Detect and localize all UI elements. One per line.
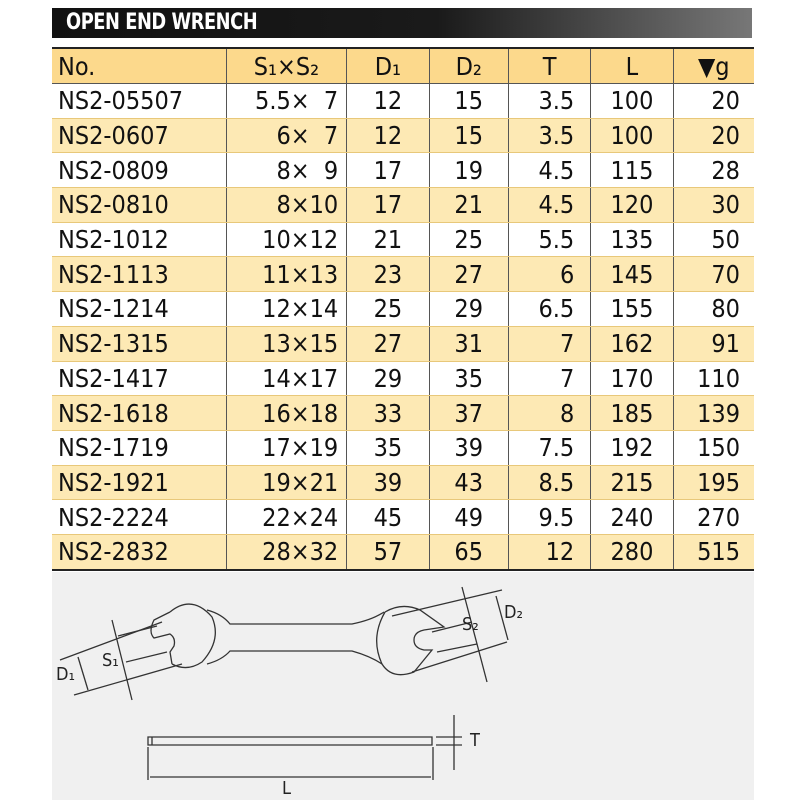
table-cell: 27	[347, 326, 429, 361]
table-cell: 91	[673, 326, 754, 361]
table-cell: 185	[591, 396, 673, 431]
table-cell: NS2-1719	[52, 430, 226, 465]
table-cell: 12	[508, 534, 590, 569]
table-cell: NS2-1113	[52, 257, 226, 292]
table-row	[52, 222, 754, 257]
table-cell: 16×18	[226, 396, 347, 431]
table-cell: 139	[673, 396, 754, 431]
table-cell: 240	[591, 500, 673, 535]
table-cell: 6.5	[508, 292, 590, 327]
table-cell: 9.5	[508, 500, 590, 535]
table-cell: 145	[591, 257, 673, 292]
table-cell: 39	[347, 465, 429, 500]
table-row	[52, 326, 754, 361]
column-header: D₂	[429, 48, 508, 84]
table-header	[52, 48, 754, 84]
table-cell: 3.5	[508, 118, 590, 153]
table-cell: 13×15	[226, 326, 347, 361]
table-cell: 21	[347, 222, 429, 257]
column-header: L	[591, 48, 673, 84]
table-cell: 70	[673, 257, 754, 292]
column-header: ▼g	[673, 48, 754, 84]
table-cell: 37	[429, 396, 508, 431]
wrench-drawing	[52, 572, 754, 800]
table-cell: 135	[591, 222, 673, 257]
table-cell: 25	[429, 222, 508, 257]
table-cell: 49	[429, 500, 508, 535]
table-cell: 57	[347, 534, 429, 569]
table-row	[52, 465, 754, 500]
table-cell: 45	[347, 500, 429, 535]
table-cell: 12×14	[226, 292, 347, 327]
table-cell: 155	[591, 292, 673, 327]
table-cell: 115	[591, 153, 673, 188]
table-row	[52, 153, 754, 188]
title-bar	[52, 8, 752, 38]
table-row	[52, 500, 754, 535]
table-row	[52, 188, 754, 223]
table-cell: 4.5	[508, 188, 590, 223]
spec-table	[52, 47, 754, 571]
table-cell: 35	[429, 361, 508, 396]
table-cell: 23	[347, 257, 429, 292]
table-cell: 17	[347, 153, 429, 188]
table-cell: 150	[673, 430, 754, 465]
table-cell: NS2-1214	[52, 292, 226, 327]
table-cell: 7.5	[508, 430, 590, 465]
table-cell: 10×12	[226, 222, 347, 257]
table-cell: 5.5× 7	[226, 84, 347, 119]
table-row	[52, 257, 754, 292]
label-d1: D₁	[56, 664, 75, 685]
table-cell: NS2-1012	[52, 222, 226, 257]
table-cell: NS2-1921	[52, 465, 226, 500]
column-header: No.	[52, 48, 226, 84]
table-row	[52, 118, 754, 153]
table-cell: 31	[429, 326, 508, 361]
table-cell: 270	[673, 500, 754, 535]
table-cell: NS2-1417	[52, 361, 226, 396]
table-cell: 25	[347, 292, 429, 327]
table-cell: 3.5	[508, 84, 590, 119]
table-cell: 27	[429, 257, 508, 292]
table-cell: 19	[429, 153, 508, 188]
label-d2: D₂	[504, 602, 523, 623]
table-cell: 100	[591, 118, 673, 153]
table-cell: 29	[429, 292, 508, 327]
table-cell: 8	[508, 396, 590, 431]
table-cell: 5.5	[508, 222, 590, 257]
table-cell: 12	[347, 84, 429, 119]
table-cell: 65	[429, 534, 508, 569]
label-t: T	[470, 730, 480, 751]
column-header: S₁×S₂	[226, 48, 347, 84]
table-row	[52, 534, 754, 569]
label-l: L	[282, 778, 292, 799]
table-cell: 6	[508, 257, 590, 292]
table-cell: 17	[347, 188, 429, 223]
column-header: T	[508, 48, 590, 84]
table-cell: 80	[673, 292, 754, 327]
table-cell: 8.5	[508, 465, 590, 500]
table-cell: NS2-0809	[52, 153, 226, 188]
table-cell: 30	[673, 188, 754, 223]
table-cell: 110	[673, 361, 754, 396]
table-cell: NS2-1315	[52, 326, 226, 361]
table-cell: 33	[347, 396, 429, 431]
table-cell: 280	[591, 534, 673, 569]
table-row	[52, 84, 754, 119]
table-cell: 15	[429, 118, 508, 153]
table-cell: 15	[429, 84, 508, 119]
table-cell: 28	[673, 153, 754, 188]
table-cell: 195	[673, 465, 754, 500]
label-s2: S₂	[462, 614, 479, 635]
label-s1: S₁	[102, 650, 119, 671]
table-row	[52, 292, 754, 327]
table-cell: 22×24	[226, 500, 347, 535]
table-cell: 7	[508, 361, 590, 396]
table-cell: NS2-2832	[52, 534, 226, 569]
table-cell: 43	[429, 465, 508, 500]
table-cell: NS2-0810	[52, 188, 226, 223]
table-cell: 215	[591, 465, 673, 500]
table-cell: 21	[429, 188, 508, 223]
table-cell: 162	[591, 326, 673, 361]
table-cell: 6× 7	[226, 118, 347, 153]
table-cell: 29	[347, 361, 429, 396]
column-header: D₁	[347, 48, 429, 84]
table-cell: 515	[673, 534, 754, 569]
table-cell: 50	[673, 222, 754, 257]
table-cell: 8× 9	[226, 153, 347, 188]
table-cell: 28×32	[226, 534, 347, 569]
table-cell: NS2-1618	[52, 396, 226, 431]
table-row	[52, 361, 754, 396]
table-cell: 4.5	[508, 153, 590, 188]
table-cell: 12	[347, 118, 429, 153]
table-cell: 120	[591, 188, 673, 223]
table-cell: NS2-05507	[52, 84, 226, 119]
table-cell: 17×19	[226, 430, 347, 465]
table-cell: 170	[591, 361, 673, 396]
table-cell: 192	[591, 430, 673, 465]
table-row	[52, 430, 754, 465]
table-row	[52, 396, 754, 431]
table-cell: 20	[673, 118, 754, 153]
page-title: OPEN END WRENCH	[66, 10, 258, 35]
table-cell: NS2-0607	[52, 118, 226, 153]
table-cell: 35	[347, 430, 429, 465]
table-cell: 7	[508, 326, 590, 361]
wrench-diagram	[52, 572, 754, 800]
table-cell: 20	[673, 84, 754, 119]
table-cell: 19×21	[226, 465, 347, 500]
table-cell: 8×10	[226, 188, 347, 223]
table-cell: 100	[591, 84, 673, 119]
table-cell: 39	[429, 430, 508, 465]
table-cell: 11×13	[226, 257, 347, 292]
table-cell: NS2-2224	[52, 500, 226, 535]
table-cell: 14×17	[226, 361, 347, 396]
